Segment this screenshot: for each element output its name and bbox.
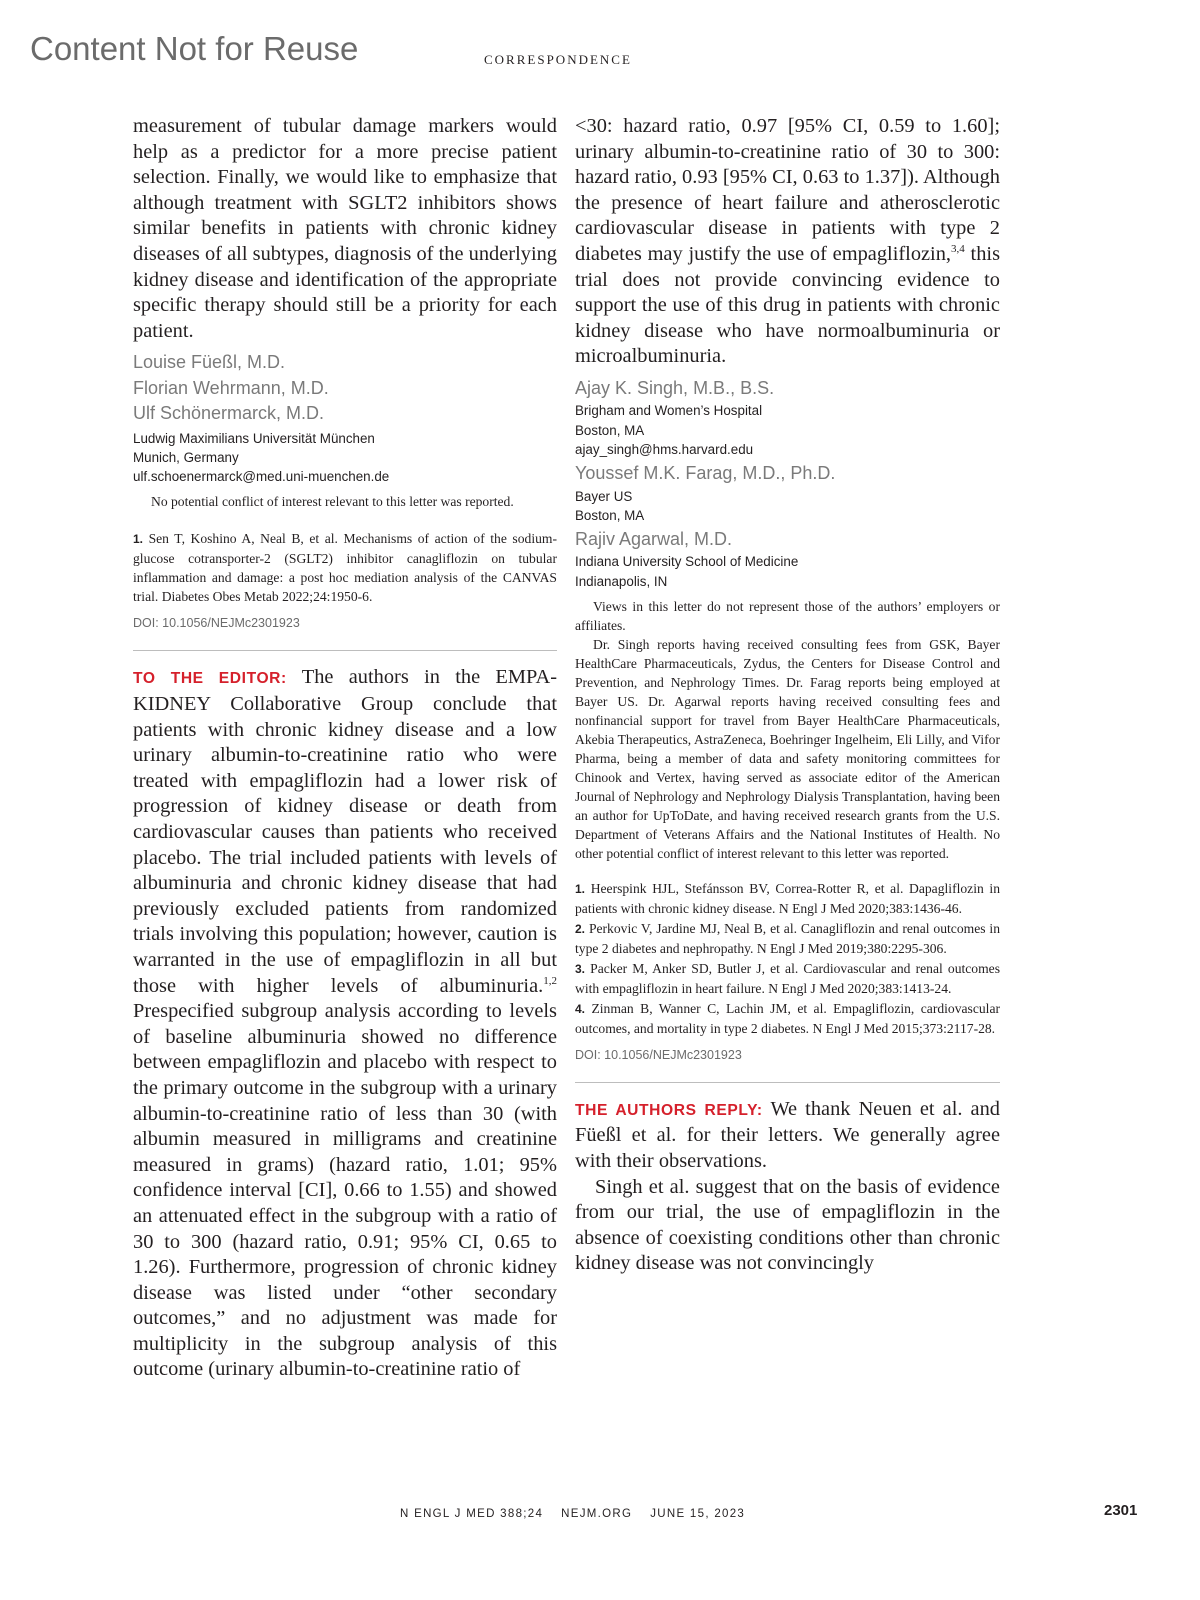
author-name: Ulf Schönermarck, M.D. (133, 403, 325, 424)
reference-text: Zinman B, Wanner C, Lachin JM, et al. Empagliflozin, cardiovascular outcomes, and mortality in type 2 diabetes. N Engl J Med 2015;373:2117-28. (575, 1000, 1000, 1036)
affiliation (133, 429, 557, 487)
reference-number: 2. (575, 921, 586, 936)
lead-in-label: TO THE EDITOR: (133, 670, 287, 688)
reply-paragraph: Singh et al. suggest that on the basis of evidence from our trial, the use of empagliflozin in the absence of coexisting conditions other than chronic kidney disease was not convincingly (575, 1175, 1000, 1275)
lead-in-label: THE AUTHORS REPLY: (575, 1101, 763, 1119)
reply-text: We thank Neuen et al. and Füeßl et al. for their letters. We generally agree with their observations. (575, 1097, 1000, 1173)
affiliation-line: Indianapolis, IN (575, 573, 668, 589)
conflict-statement: No potential conflict of interest relevant to this letter was reported. (151, 494, 514, 510)
affiliation (575, 487, 1000, 525)
letter-paragraph (133, 665, 557, 1383)
author-name: Louise Füeßl, M.D. (133, 352, 286, 373)
reference-text: Packer M, Anker SD, Butler J, et al. Cardiovascular and renal outcomes with empagliflozin in heart failure. N Engl J Med 2020;383:1413-24. (575, 960, 1000, 996)
doi-link[interactable]: DOI: 10.1056/NEJMc2301923 (575, 1047, 742, 1062)
page-number: 2301 (1104, 1502, 1138, 1519)
citation-superscript: 3,4 (951, 243, 965, 256)
author-list (133, 350, 557, 427)
divider (133, 650, 557, 651)
right-column (575, 114, 1000, 1277)
doi-link[interactable]: DOI: 10.1056/NEJMc2301923 (133, 616, 300, 631)
author-name: Florian Wehrmann, M.D. (133, 377, 329, 398)
views-statement: Views in this letter do not represent those of the authors’ employers or affiliates. (575, 598, 1000, 633)
reference-text: Sen T, Koshino A, Neal B, et al. Mechanisms of action of the sodium-glucose cotransporter-2 (SGLT2) inhibitor canagliflozin on tubular inflammation and damage: a post hoc mediation analysis of the CANVAS trial. Diabetes Obes Metab 2022;24:1950-6. (133, 531, 557, 605)
reference-list (575, 879, 1000, 1038)
author-name: Rajiv Agarwal, M.D. (575, 528, 733, 549)
reference-item (575, 999, 1000, 1038)
continuation-paragraph (575, 114, 1000, 370)
reference-item (575, 959, 1000, 998)
left-column (133, 114, 557, 1383)
reference-number: 1. (133, 532, 144, 547)
affiliation-line: Ludwig Maximilians Universität München (133, 430, 375, 446)
signature-block (575, 376, 1000, 591)
affiliation (575, 401, 1000, 459)
disclosure-statement: Dr. Singh reports having received consulting fees from GSK, Bayer HealthCare Pharmaceuticals, Zydus, the Centers for Disease Control and Prevention, and Nephrology Times. Dr. Farag reports being employed at Bayer US. Dr. Agarwal reports having received consulting fees and nonfinancial support for travel from Bayer HealthCare Pharmaceuticals, Akebia Therapeutics, AstraZeneca, Boehringer Ingelheim, Eli Lilly, and Vifor Pharma, being a member of data and safety monitoring committees for Chinook and Vertex, having served as associate editor of the American Journal of Nephrology and Nephrology Dialysis Transplantation, having been an author for UpToDate, and having received research grants from the U.S. Department of Veterans Affairs and the National Institutes of Health. No other potential conflict of interest relevant to this letter was reported. (575, 636, 1000, 861)
author-name: Youssef M.K. Farag, M.D., Ph.D. (575, 463, 836, 484)
affiliation-line: Boston, MA (575, 507, 645, 523)
intro-paragraph: measurement of tubular damage markers would help as a predictor for a more precise patient selection. Finally, we would like to emphasize that although treatment with SGLT2 inhibitors shows similar benefits in patients with chronic kidney diseases of all subtypes, diagnosis of the underlying kidney disease and identification of the appropriate specific therapy should still be a priority for each patient. (133, 115, 557, 342)
continuation-text: this trial does not provide convincing evidence to support the use of this drug in patients with chronic kidney disease who have normoalbuminuria or microalbuminuria. (575, 242, 1001, 368)
reference-number: 4. (575, 1001, 586, 1016)
watermark: Content Not for Reuse (30, 30, 359, 67)
continuation-text: <30: hazard ratio, 0.97 [95% CI, 0.59 to 1.60]; urinary albumin-to-creatinine ratio of 30 to 300: hazard ratio, 0.93 [95% CI, 0.63 to 1.37]). Although the presence of heart failure and atherosclerotic cardiovascular disease in patients with type 2 diabetes may justify the use of empagliflozin, (575, 115, 1000, 265)
letter-text: Prespecified subgroup analysis according to levels of baseline albuminuria showed no difference between empagliflozin and placebo with respect to the primary outcome in the subgroup with a urinary albumin-to-creatinine ratio of less than 30 (with albumin measured in milligrams and creatinine measured in grams) (hazard ratio, 1.01; 95% confidence interval [CI], 0.66 to 1.55) and showed an attenuated effect in the subgroup with a ratio of 30 to 300 (hazard ratio, 0.91; 95% CI, 0.65 to 1.26). Furthermore, progression of chronic kidney disease was listed under “other secondary outcomes,” and no adjustment was made for multiplicity in the subgroup analysis of this outcome (urinary albumin-to-creatinine ratio of (133, 1000, 557, 1381)
email-link[interactable]: ajay_singh@hms.harvard.edu (575, 441, 754, 457)
reference-list (133, 529, 557, 606)
reference-text: Perkovic V, Jardine MJ, Neal B, et al. Canagliflozin and renal outcomes in type 2 diabetes and nephropathy. N Engl J Med 2019;380:2295-306. (575, 920, 1001, 956)
author-name: Ajay K. Singh, M.B., B.S. (575, 377, 775, 398)
reference-number: 1. (575, 881, 586, 896)
affiliation-line: Brigham and Women’s Hospital (575, 403, 763, 419)
citation-superscript: 1,2 (543, 974, 557, 987)
letter-text: The authors in the EMPA-KIDNEY Collaborative Group conclude that patients with chronic kidney disease and a low urinary albumin-to-creatinine ratio who were treated with empagliflozin had a lower risk of progression of kidney disease or death from cardiovascular causes than patients who received placebo. The trial included patients with levels of albuminuria and chronic kidney disease that had previously excluded patients from randomized trials involving this population; however, caution is warranted in the use of empagliflozin in all but those with higher levels of albuminuria. (133, 666, 557, 997)
divider (575, 1082, 1000, 1083)
reference-number: 3. (575, 961, 586, 976)
reference-item (133, 529, 557, 606)
reference-text: Heerspink HJL, Stefánsson BV, Correa-Rotter R, et al. Dapagliflozin in patients with chronic kidney disease. N Engl J Med 2020;383:1436-46. (575, 880, 1001, 916)
footer-citation: N ENGL J MED 388;24 NEJM.ORG JUNE 15, 2023 (400, 1508, 746, 1520)
affiliation-line: Munich, Germany (133, 450, 239, 466)
affiliation-line: Boston, MA (575, 422, 645, 438)
affiliation-line: Bayer US (575, 488, 633, 504)
affiliation-line: Indiana University School of Medicine (575, 554, 799, 570)
reference-item (575, 919, 1000, 958)
section-header: CORRESPONDENCE (484, 52, 632, 67)
reply-paragraph (575, 1097, 1000, 1175)
email-link[interactable]: ulf.schoenermarck@med.uni-muenchen.de (133, 469, 390, 485)
reference-item (575, 879, 1000, 918)
affiliation (575, 552, 1000, 590)
